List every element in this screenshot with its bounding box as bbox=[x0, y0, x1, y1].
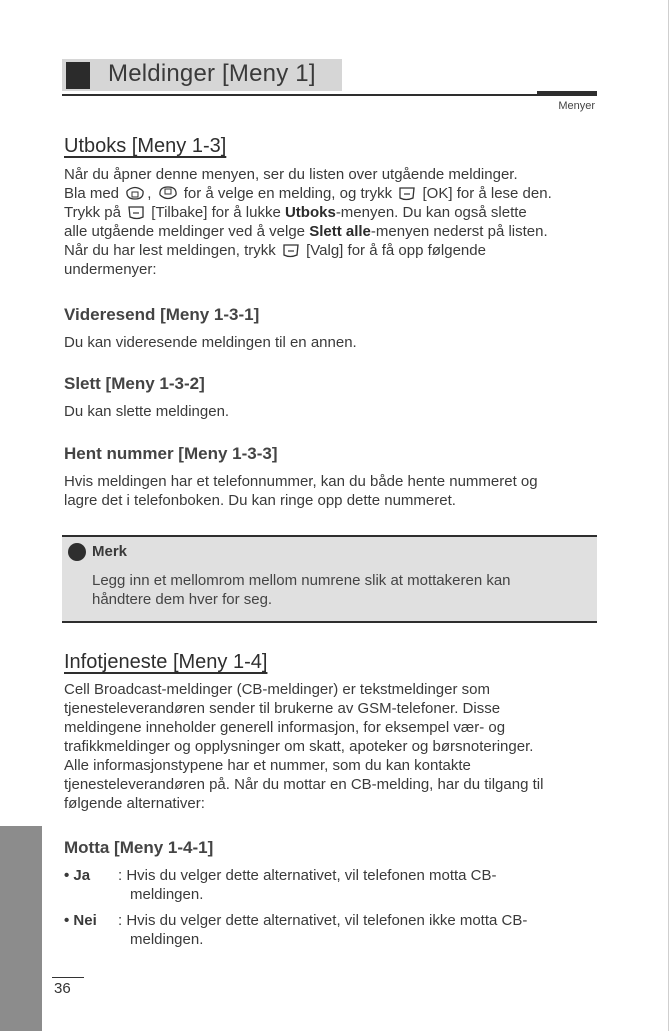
utboks-heading: Utboks [Meny 1-3] bbox=[64, 135, 227, 157]
info-line: følgende alternativer: bbox=[64, 795, 205, 812]
info-line: tjenesteleverandøren sender til brukerne av GSM-telefoner. Disse bbox=[64, 700, 501, 717]
info-line: tjenesteleverandøren på. Når du mottar en CB-melding, har du tilgang til bbox=[64, 776, 544, 793]
utboks-line-1: Når du åpner denne menyen, ser du listen over utgående meldinger. bbox=[64, 166, 518, 183]
videresend-heading: Videresend [Meny 1-3-1] bbox=[64, 305, 260, 324]
hent-line-2: lagre det i telefonboken. Du kan ringe opp dette nummeret. bbox=[64, 492, 456, 509]
videresend-text: Du kan videresende meldingen til en annen. bbox=[64, 334, 357, 351]
note-line-1: Legg inn et mellomrom mellom numrene slik at mottakeren kan bbox=[92, 572, 511, 589]
hent-line-1: Hvis meldingen har et telefonnummer, kan du både hente nummeret og bbox=[64, 473, 538, 490]
motta-heading: Motta [Meny 1-4-1] bbox=[64, 838, 214, 857]
slett-text: Du kan slette meldingen. bbox=[64, 403, 230, 420]
chapter-side-tab bbox=[0, 826, 42, 1031]
motta-ja-key: • Ja bbox=[64, 867, 91, 884]
motta-nei-line-2: meldingen. bbox=[130, 931, 204, 948]
page-number-rule bbox=[52, 977, 84, 978]
header-square-icon bbox=[66, 62, 90, 89]
motta-nei-key: • Nei bbox=[64, 912, 97, 929]
hent-heading: Hent nummer [Meny 1-3-3] bbox=[64, 444, 278, 463]
info-line: Cell Broadcast-meldinger (CB-meldinger) er tekstmeldinger som bbox=[64, 681, 490, 698]
infotjeneste-heading: Infotjeneste [Meny 1-4] bbox=[64, 651, 268, 673]
utboks-line-3: Trykk på [Tilbake] for å lukke Utboks-menyen. Du kan også slette bbox=[64, 203, 527, 225]
section-tab-label: Menyer bbox=[558, 100, 595, 112]
info-line: trafikkmeldinger og opplysninger om skatt, apoteker og børsnoteringer. bbox=[64, 738, 534, 755]
info-line: meldingene inneholder generell informasjon, for eksempel vær- og bbox=[64, 719, 506, 736]
header-rule bbox=[62, 94, 597, 96]
options-softkey-icon bbox=[282, 243, 300, 263]
chapter-title: Meldinger [Meny 1] bbox=[108, 60, 316, 87]
page-number: 36 bbox=[54, 980, 71, 997]
motta-ja-line-1: : Hvis du velger dette alternativet, vil telefonen motta CB- bbox=[118, 867, 497, 884]
infotjeneste-body bbox=[64, 680, 543, 813]
utboks-line-4: alle utgående meldinger ved å velge Slett alle-menyen nederst på listen. bbox=[64, 223, 548, 240]
motta-ja-line-2: meldingen. bbox=[130, 886, 204, 903]
note-bullet-icon bbox=[68, 543, 86, 561]
slett-heading: Slett [Meny 1-3-2] bbox=[64, 374, 205, 393]
motta-nei-line-1: : Hvis du velger dette alternativet, vil telefonen ikke motta CB- bbox=[118, 912, 528, 929]
utboks-line-2: Bla med , for å velge en melding, og trykk [OK] for å lese den. bbox=[64, 184, 552, 206]
note-text bbox=[92, 571, 572, 609]
info-line: Alle informasjonstypene har et nummer, som du kan kontakte bbox=[64, 757, 471, 774]
utboks-line-5: Når du har lest meldingen, trykk [Valg] for å få opp følgende bbox=[64, 241, 486, 263]
note-title: Merk bbox=[92, 543, 128, 560]
header-tab-marker bbox=[537, 91, 597, 96]
note-line-2: håndtere dem hver for seg. bbox=[92, 591, 273, 608]
utboks-line-6: undermenyer: bbox=[64, 261, 157, 278]
